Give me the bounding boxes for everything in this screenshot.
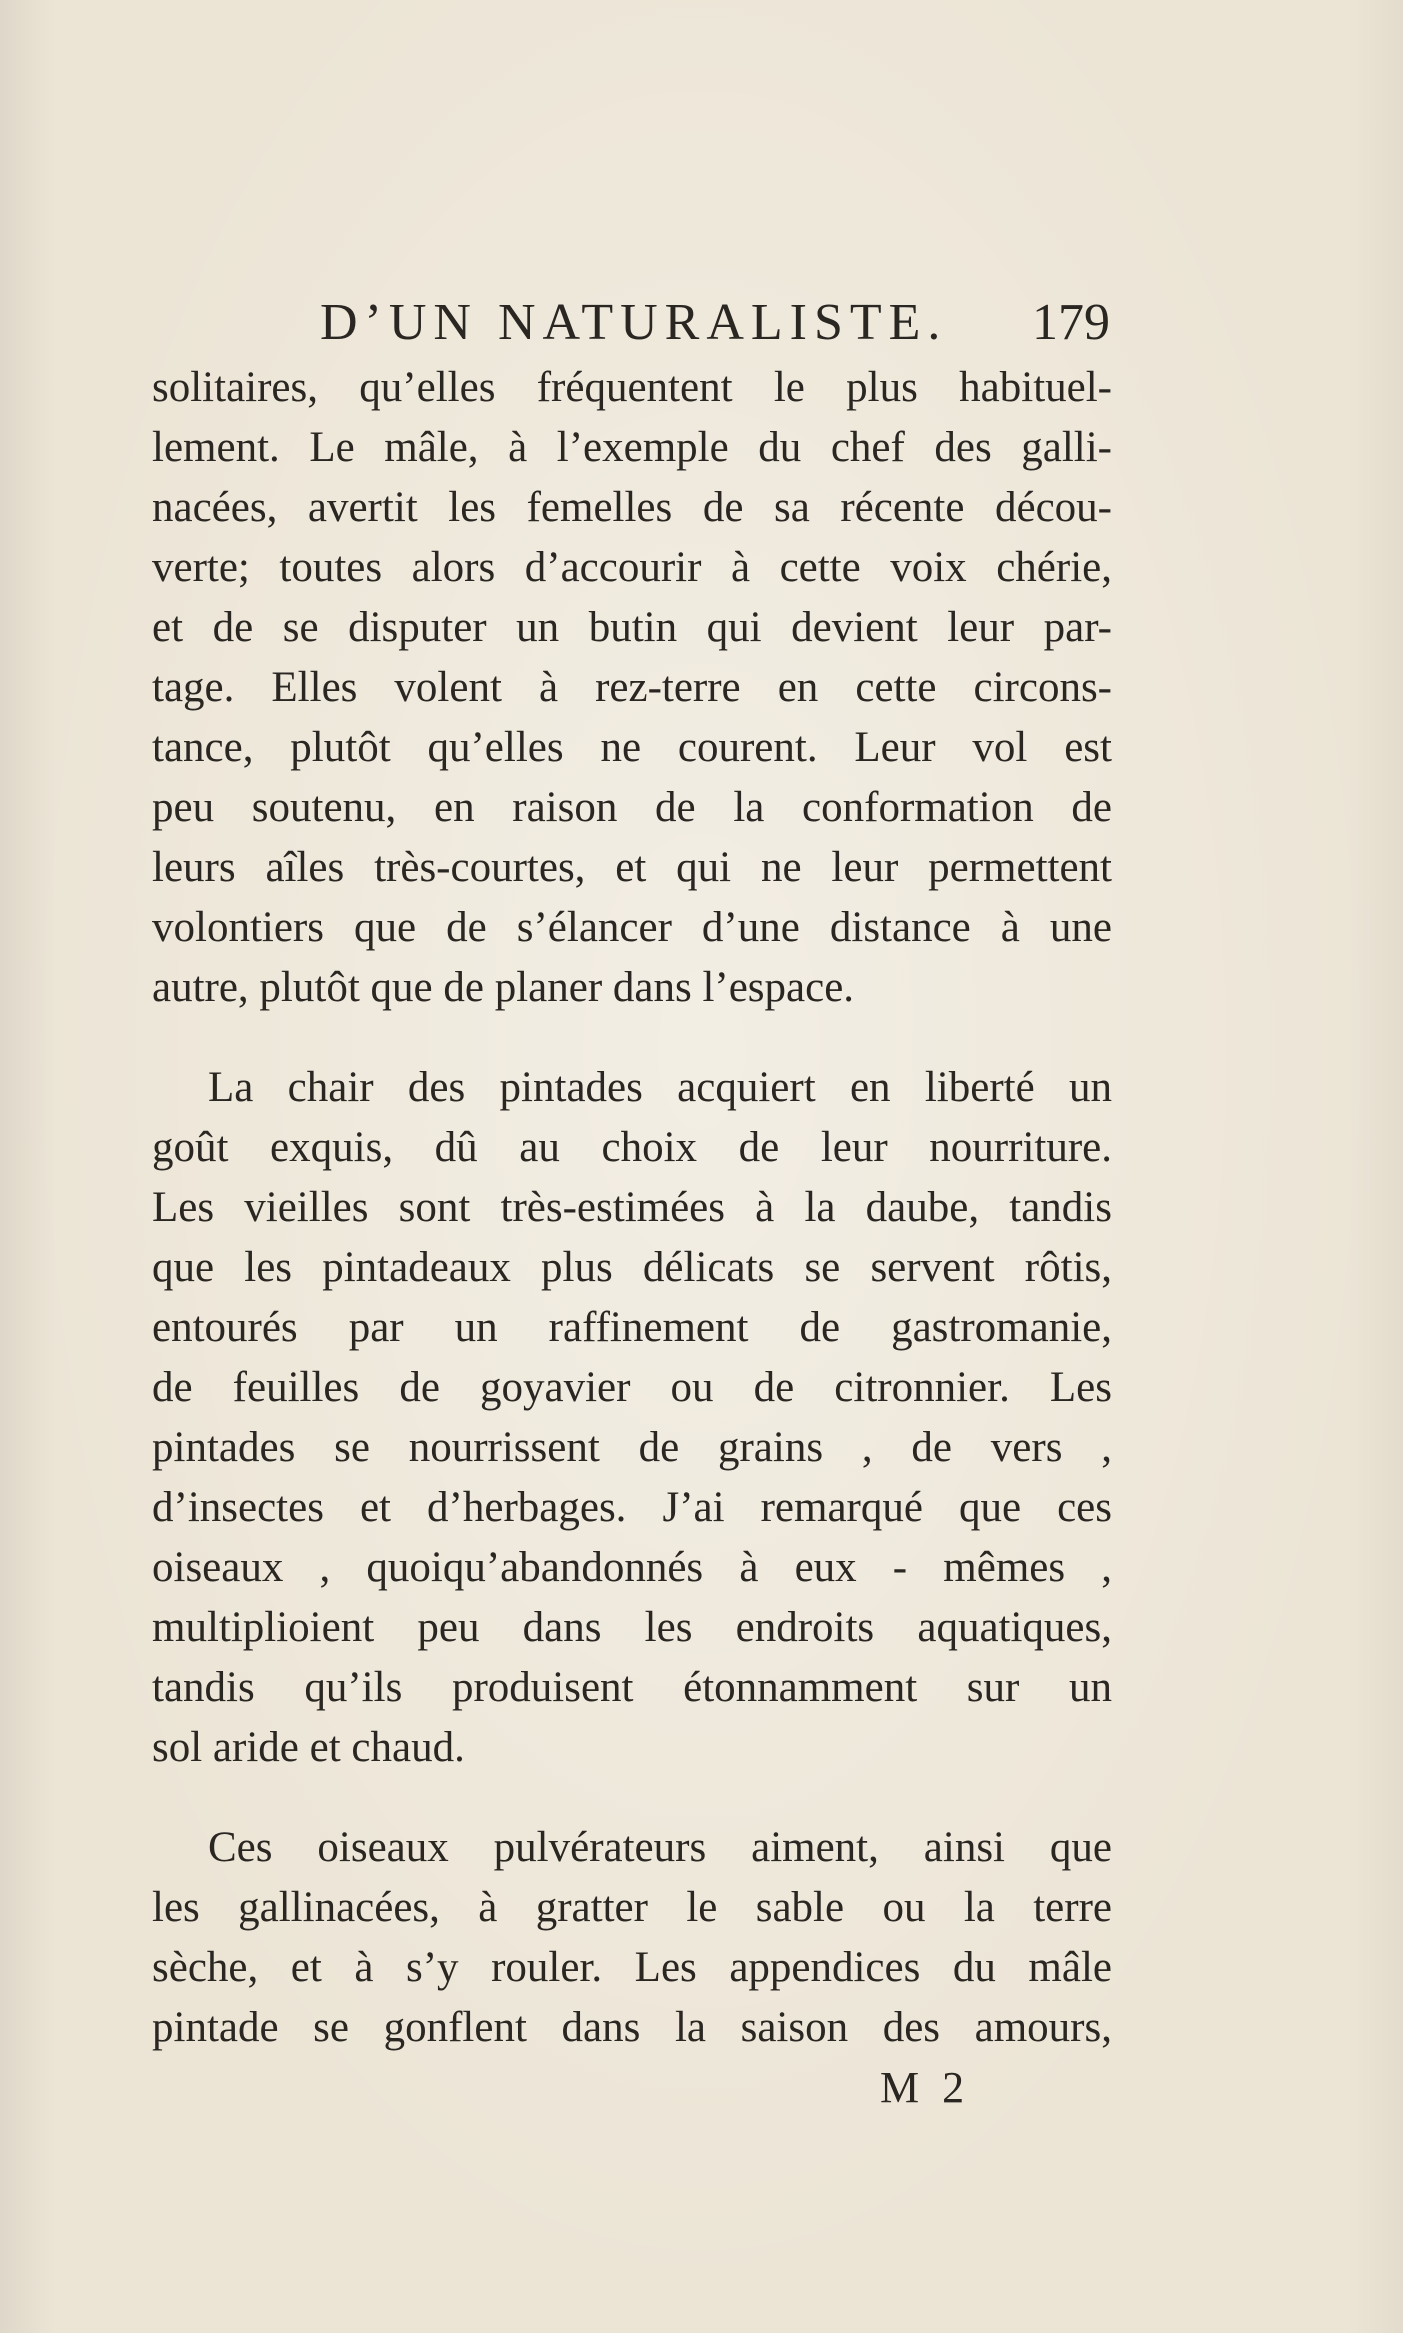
text-line: tance, plutôt qu’elles ne courent. Leur vol est [152,724,1112,771]
text-line: goût exquis, dû au choix de leur nourriture. [152,1124,1112,1171]
text-line: peu soutenu, en raison de la conformation de [152,784,1112,831]
text-line: pintades se nourrissent de grains , de vers , [152,1424,1112,1471]
text-line: autre, plutôt que de planer dans l’espace. [152,964,855,1011]
paragraph-1 [152,358,1112,1018]
running-title: D’UN NATURALISTE. [320,294,948,351]
text-line: que les pintadeaux plus délicats se servent rôtis, [152,1244,1112,1291]
text-line: leurs aîles très-courtes, et qui ne leur permettent [152,844,1112,891]
text-line: volontiers que de s’élancer d’une distance à une [152,904,1112,951]
text-line: et de se disputer un butin qui devient leur par- [152,604,1112,651]
body-text [152,358,1112,2058]
text-line: Les vieilles sont très-estimées à la daube, tandis [152,1184,1112,1231]
text-line: tage. Elles volent à rez-terre en cette circons- [152,664,1112,711]
paragraph-2 [152,1058,1112,1778]
text-line: multiplioient peu dans les endroits aquatiques, [152,1604,1112,1651]
signature-mark: M 2 [880,2063,971,2112]
text-line: entourés par un raffinement de gastromanie, [152,1304,1112,1351]
text-line: de feuilles de goyavier ou de citronnier. Les [152,1364,1112,1411]
text-line: d’insectes et d’herbages. J’ai remarqué que ces [152,1484,1112,1531]
text-line: verte; toutes alors d’accourir à cette voix chérie, [152,544,1112,591]
text-line: nacées, avertit les femelles de sa récente décou- [152,484,1112,531]
text-line: lement. Le mâle, à l’exemple du chef des galli- [152,424,1112,471]
text-line: sol aride et chaud. [152,1724,465,1771]
text-line: les gallinacées, à gratter le sable ou la terre [152,1884,1112,1931]
running-head [150,288,1110,358]
text-line: tandis qu’ils produisent étonnamment sur un [152,1664,1112,1711]
text-line: pintade se gonflent dans la saison des amours, [152,2004,1112,2051]
text-line: oiseaux , quoiqu’abandonnés à eux - mêmes , [152,1544,1112,1591]
page-number: 179 [1032,294,1110,351]
text-line: Ces oiseaux pulvérateurs aiment, ainsi que [208,1824,1112,1871]
text-line: sèche, et à s’y rouler. Les appendices du mâle [152,1944,1112,1991]
text-line: La chair des pintades acquiert en liberté un [208,1064,1112,1111]
text-line: solitaires, qu’elles fréquentent le plus habituel- [152,364,1112,411]
paragraph-3 [152,1818,1112,2058]
